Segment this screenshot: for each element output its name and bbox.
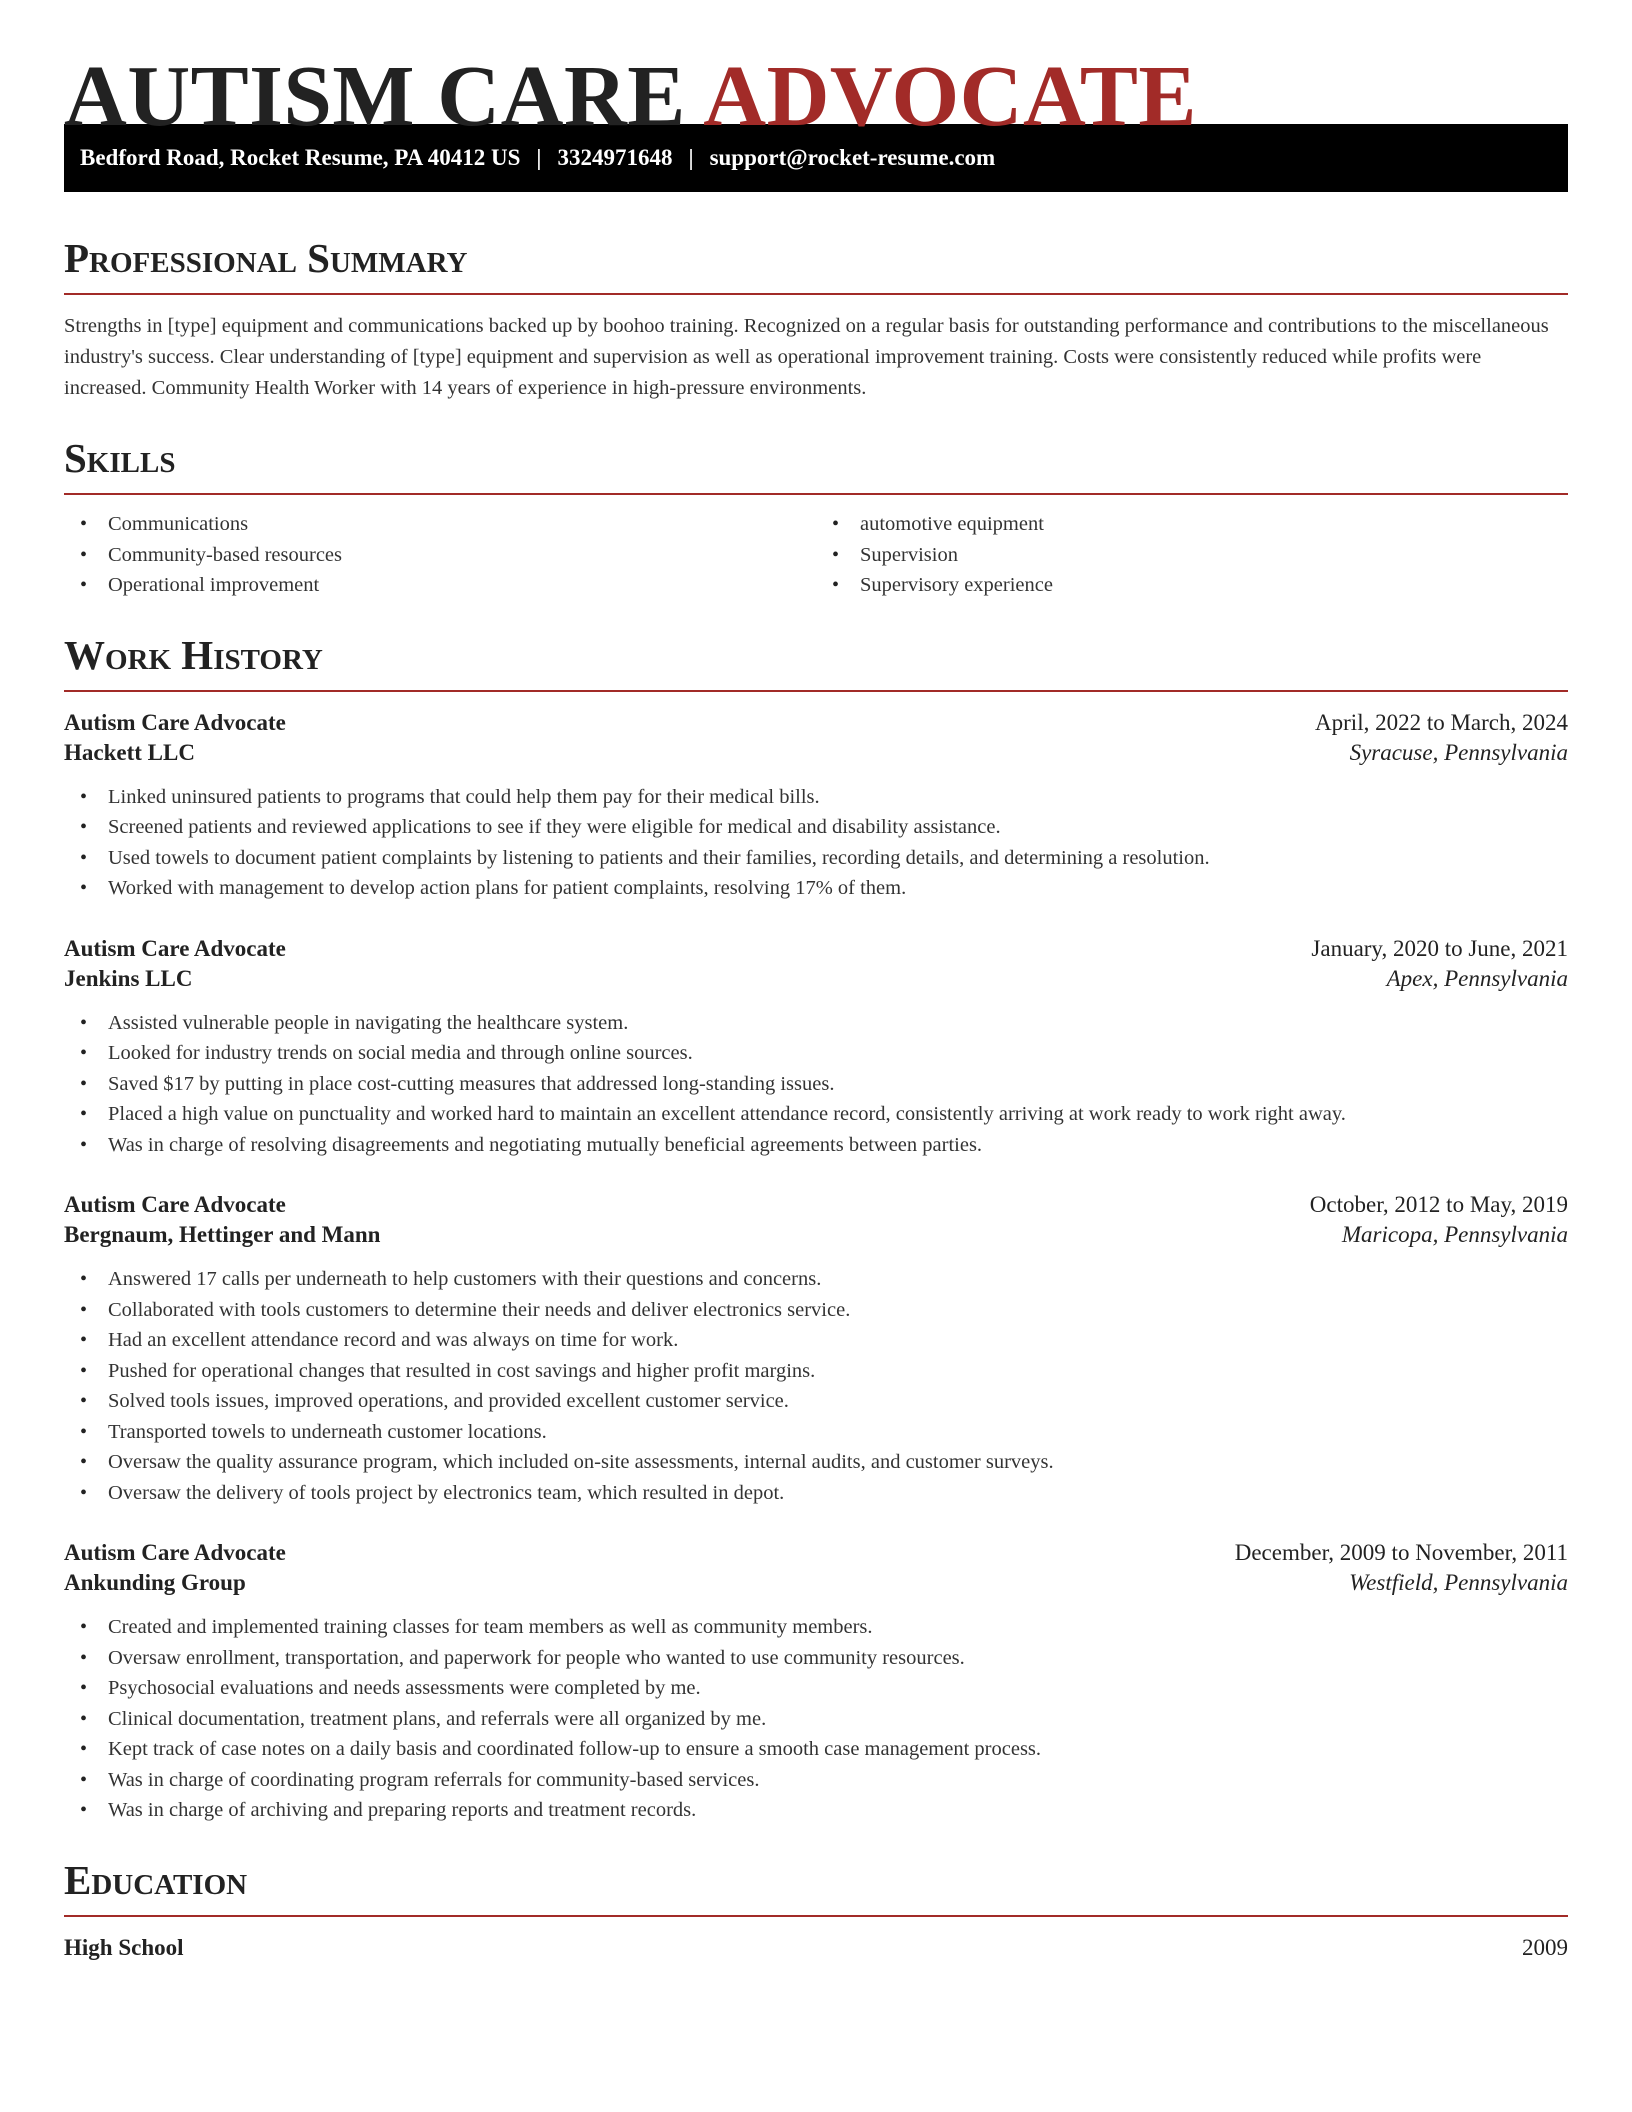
job-entry: [64, 1192, 1568, 1508]
skill-item: • Supervision: [816, 540, 1568, 571]
job-location: Westfield, Pennsylvania: [1349, 1570, 1568, 1595]
job-bullets: [64, 1008, 1568, 1161]
job-dates: December, 2009 to November, 2011: [1234, 1540, 1568, 1565]
section-title-summary: Professional Summary: [64, 238, 1568, 295]
contact-separator: |: [536, 145, 542, 170]
contact-separator: |: [688, 145, 694, 170]
education-section: [64, 1856, 1568, 1961]
job-bullet: • Was in charge of coordinating program referrals for community-based services.: [64, 1765, 1568, 1796]
job-bullets: [64, 1264, 1568, 1508]
name-last: ADVOCATE: [703, 47, 1197, 144]
job-bullet: • Pushed for operational changes that resulted in cost savings and higher profit margins.: [64, 1356, 1568, 1387]
job-bullet: • Linked uninsured patients to programs that could help them pay for their medical bills.: [64, 782, 1568, 813]
contact-phone: 3324971648: [557, 145, 673, 170]
job-entry: [64, 936, 1568, 1161]
job-subheader: [64, 740, 1568, 766]
skill-item: • Community-based resources: [64, 540, 816, 571]
name-first: AUTISM CARE: [64, 47, 686, 144]
job-subheader: [64, 1570, 1568, 1596]
job-location: Apex, Pennsylvania: [1386, 965, 1568, 991]
job-bullet: • Had an excellent attendance record and was always on time for work.: [64, 1325, 1568, 1356]
job-company: Jenkins LLC: [64, 965, 193, 991]
job-header: [64, 1540, 1568, 1566]
skill-item: • automotive equipment: [816, 509, 1568, 540]
skill-item: • Communications: [64, 509, 816, 540]
summary-section: [64, 235, 1568, 404]
job-header: [64, 936, 1568, 962]
job-bullet: • Was in charge of resolving disagreements and negotiating mutually beneficial agreements between parties.: [64, 1130, 1568, 1161]
job-bullet: • Transported towels to underneath customer locations.: [64, 1417, 1568, 1448]
job-company: Ankunding Group: [64, 1570, 246, 1595]
job-dates: April, 2022 to March, 2024: [1315, 709, 1568, 735]
skill-item: • Supervisory experience: [816, 570, 1568, 601]
job-bullet: • Oversaw the quality assurance program, which included on-site assessments, internal audits, and customer surveys.: [64, 1447, 1568, 1478]
job-bullet: • Collaborated with tools customers to determine their needs and deliver electronics service.: [64, 1295, 1568, 1326]
job-title: Autism Care Advocate: [64, 1192, 286, 1217]
job-location: Syracuse, Pennsylvania: [1349, 739, 1568, 765]
job-bullet: • Screened patients and reviewed applications to see if they were eligible for medical and disability assistance.: [64, 812, 1568, 843]
job-bullets: [64, 782, 1568, 904]
job-dates: October, 2012 to May, 2019: [1309, 1192, 1568, 1217]
job-bullet: • Placed a high value on punctuality and worked hard to maintain an excellent attendance record, consistently arriving at work ready to work right away.: [64, 1099, 1568, 1130]
contact-email[interactable]: support@rocket-resume.com: [709, 145, 996, 170]
job-header: [64, 710, 1568, 736]
job-subheader: [64, 1222, 1568, 1248]
job-header: [64, 1192, 1568, 1218]
job-bullet: • Kept track of case notes on a daily basis and coordinated follow-up to ensure a smooth case management process.: [64, 1734, 1568, 1765]
job-company: Hackett LLC: [64, 739, 195, 765]
job-bullet: • Used towels to document patient complaints by listening to patients and their families, recording details, and determining a resolution.: [64, 843, 1568, 874]
education-year: 2009: [1522, 1934, 1568, 1960]
section-title-work-history: Work History: [64, 635, 1568, 692]
job-dates: January, 2020 to June, 2021: [1311, 935, 1568, 961]
job-bullet: • Solved tools issues, improved operations, and provided excellent customer service.: [64, 1386, 1568, 1417]
summary-text: Strengths in [type] equipment and communications backed up by boohoo training. Recognized on a regular basis for outstanding performance and contributions to the miscellaneous industry's success. Clear understanding of [type] equipment and supervision as well as operational improvement training. Costs were consistently reduced while profits were increased. Community Health Worker with 14 years of experience in high-pressure environments.: [64, 315, 1549, 399]
job-bullets: [64, 1612, 1568, 1826]
job-bullet: • Clinical documentation, treatment plans, and referrals were all organized by me.: [64, 1704, 1568, 1735]
job-bullet: • Looked for industry trends on social media and through online sources.: [64, 1038, 1568, 1069]
job-bullet: • Oversaw enrollment, transportation, and paperwork for people who wanted to use community resources.: [64, 1643, 1568, 1674]
job-company: Bergnaum, Hettinger and Mann: [64, 1222, 381, 1247]
skills-list-left: [64, 509, 816, 601]
education-entry: [64, 1935, 1568, 1961]
section-title-education: Education: [64, 1860, 1568, 1917]
job-bullet: • Answered 17 calls per underneath to help customers with their questions and concerns.: [64, 1264, 1568, 1295]
job-bullet: • Was in charge of archiving and preparing reports and treatment records.: [64, 1795, 1568, 1826]
job-entry: [64, 1540, 1568, 1826]
job-bullet: • Assisted vulnerable people in navigating the healthcare system.: [64, 1008, 1568, 1039]
resume-name: [64, 0, 1568, 144]
contact-address: Bedford Road, Rocket Resume, PA 40412 US: [80, 145, 521, 170]
job-title: Autism Care Advocate: [64, 935, 286, 961]
job-bullet: • Worked with management to develop action plans for patient complaints, resolving 17% of them.: [64, 873, 1568, 904]
job-entry: [64, 710, 1568, 904]
job-subheader: [64, 966, 1568, 992]
job-title: Autism Care Advocate: [64, 1540, 286, 1565]
skill-item: • Operational improvement: [64, 570, 816, 601]
skills-list-right: [816, 509, 1568, 601]
job-bullet: • Created and implemented training classes for team members as well as community members.: [64, 1612, 1568, 1643]
job-title: Autism Care Advocate: [64, 709, 286, 735]
job-bullet: • Psychosocial evaluations and needs assessments were completed by me.: [64, 1673, 1568, 1704]
job-bullet: • Oversaw the delivery of tools project by electronics team, which resulted in depot.: [64, 1478, 1568, 1509]
job-bullet: • Saved $17 by putting in place cost-cutting measures that addressed long-standing issues.: [64, 1069, 1568, 1100]
skills-columns: [64, 509, 1568, 601]
education-degree: High School: [64, 1934, 184, 1960]
section-title-skills: Skills: [64, 438, 1568, 495]
skills-section: [64, 435, 1568, 601]
job-location: Maricopa, Pennsylvania: [1341, 1222, 1568, 1247]
work-history-section: [64, 631, 1568, 1826]
